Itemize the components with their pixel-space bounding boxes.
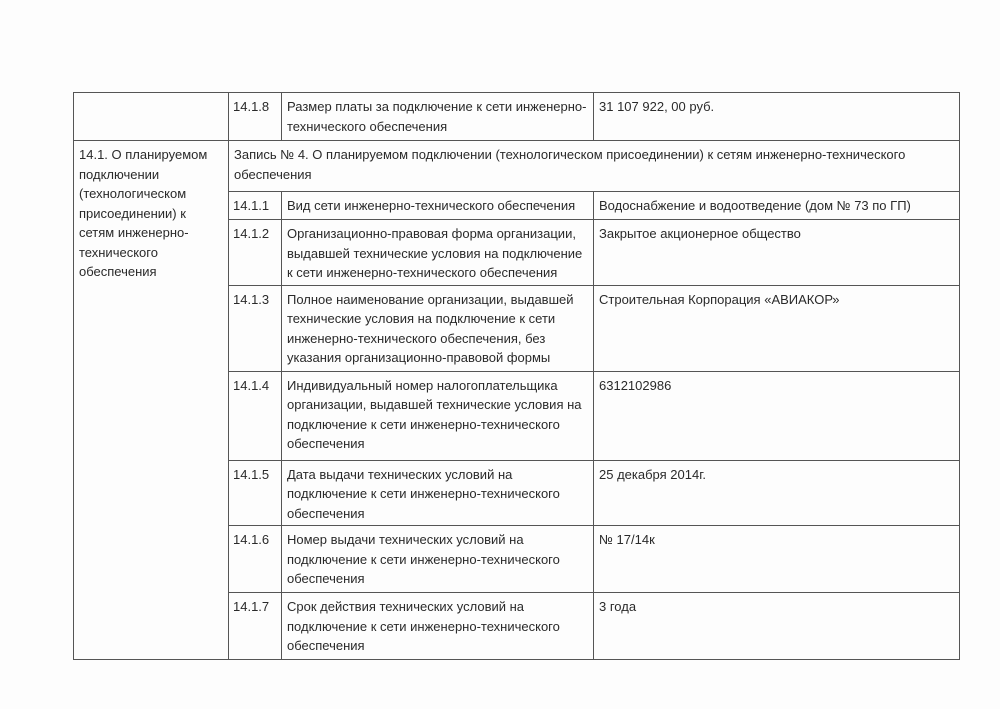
row-value: Водоснабжение и водоотведение (дом № 73 по ГП) — [594, 192, 960, 220]
document-table — [73, 92, 960, 660]
row-label: Индивидуальный номер налогоплательщика организации, выдавшей технические условия на подключение к сети инженерно-технического обеспечения — [282, 371, 594, 460]
row-number: 14.1.4 — [229, 371, 282, 460]
row-value: 3 года — [594, 593, 960, 660]
record-title: Запись № 4. О планируемом подключении (технологическом присоединении) к сетям инженерно-технического обеспечения — [229, 141, 960, 192]
row-value: 6312102986 — [594, 371, 960, 460]
row-value: 31 107 922, 00 руб. — [594, 93, 960, 141]
table-row — [74, 141, 960, 192]
row-value: № 17/14к — [594, 526, 960, 593]
section-title: 14.1. О планируемом подключении (технологическом присоединении) к сетям инженерно-технического обеспечения — [74, 141, 229, 660]
table-row — [74, 93, 960, 141]
row-number: 14.1.8 — [229, 93, 282, 141]
row-label: Вид сети инженерно-технического обеспечения — [282, 192, 594, 220]
row-number: 14.1.7 — [229, 593, 282, 660]
row-label: Полное наименование организации, выдавшей технические условия на подключение к сети инженерно-технического обеспечения, без указания организационно-правовой формы — [282, 285, 594, 371]
row-label: Дата выдачи технических условий на подключение к сети инженерно-технического обеспечения — [282, 460, 594, 526]
row-label: Номер выдачи технических условий на подключение к сети инженерно-технического обеспечения — [282, 526, 594, 593]
empty-cell — [74, 93, 229, 141]
row-value: Закрытое акционерное общество — [594, 220, 960, 286]
row-label: Размер платы за подключение к сети инженерно-технического обеспечения — [282, 93, 594, 141]
row-label: Организационно-правовая форма организации, выдавшей технические условия на подключение к сети инженерно-технического обеспечения — [282, 220, 594, 286]
row-label: Срок действия технических условий на подключение к сети инженерно-технического обеспечения — [282, 593, 594, 660]
row-number: 14.1.1 — [229, 192, 282, 220]
row-number: 14.1.2 — [229, 220, 282, 286]
row-number: 14.1.5 — [229, 460, 282, 526]
row-number: 14.1.3 — [229, 285, 282, 371]
row-value: 25 декабря 2014г. — [594, 460, 960, 526]
row-value: Строительная Корпорация «АВИАКОР» — [594, 285, 960, 371]
row-number: 14.1.6 — [229, 526, 282, 593]
